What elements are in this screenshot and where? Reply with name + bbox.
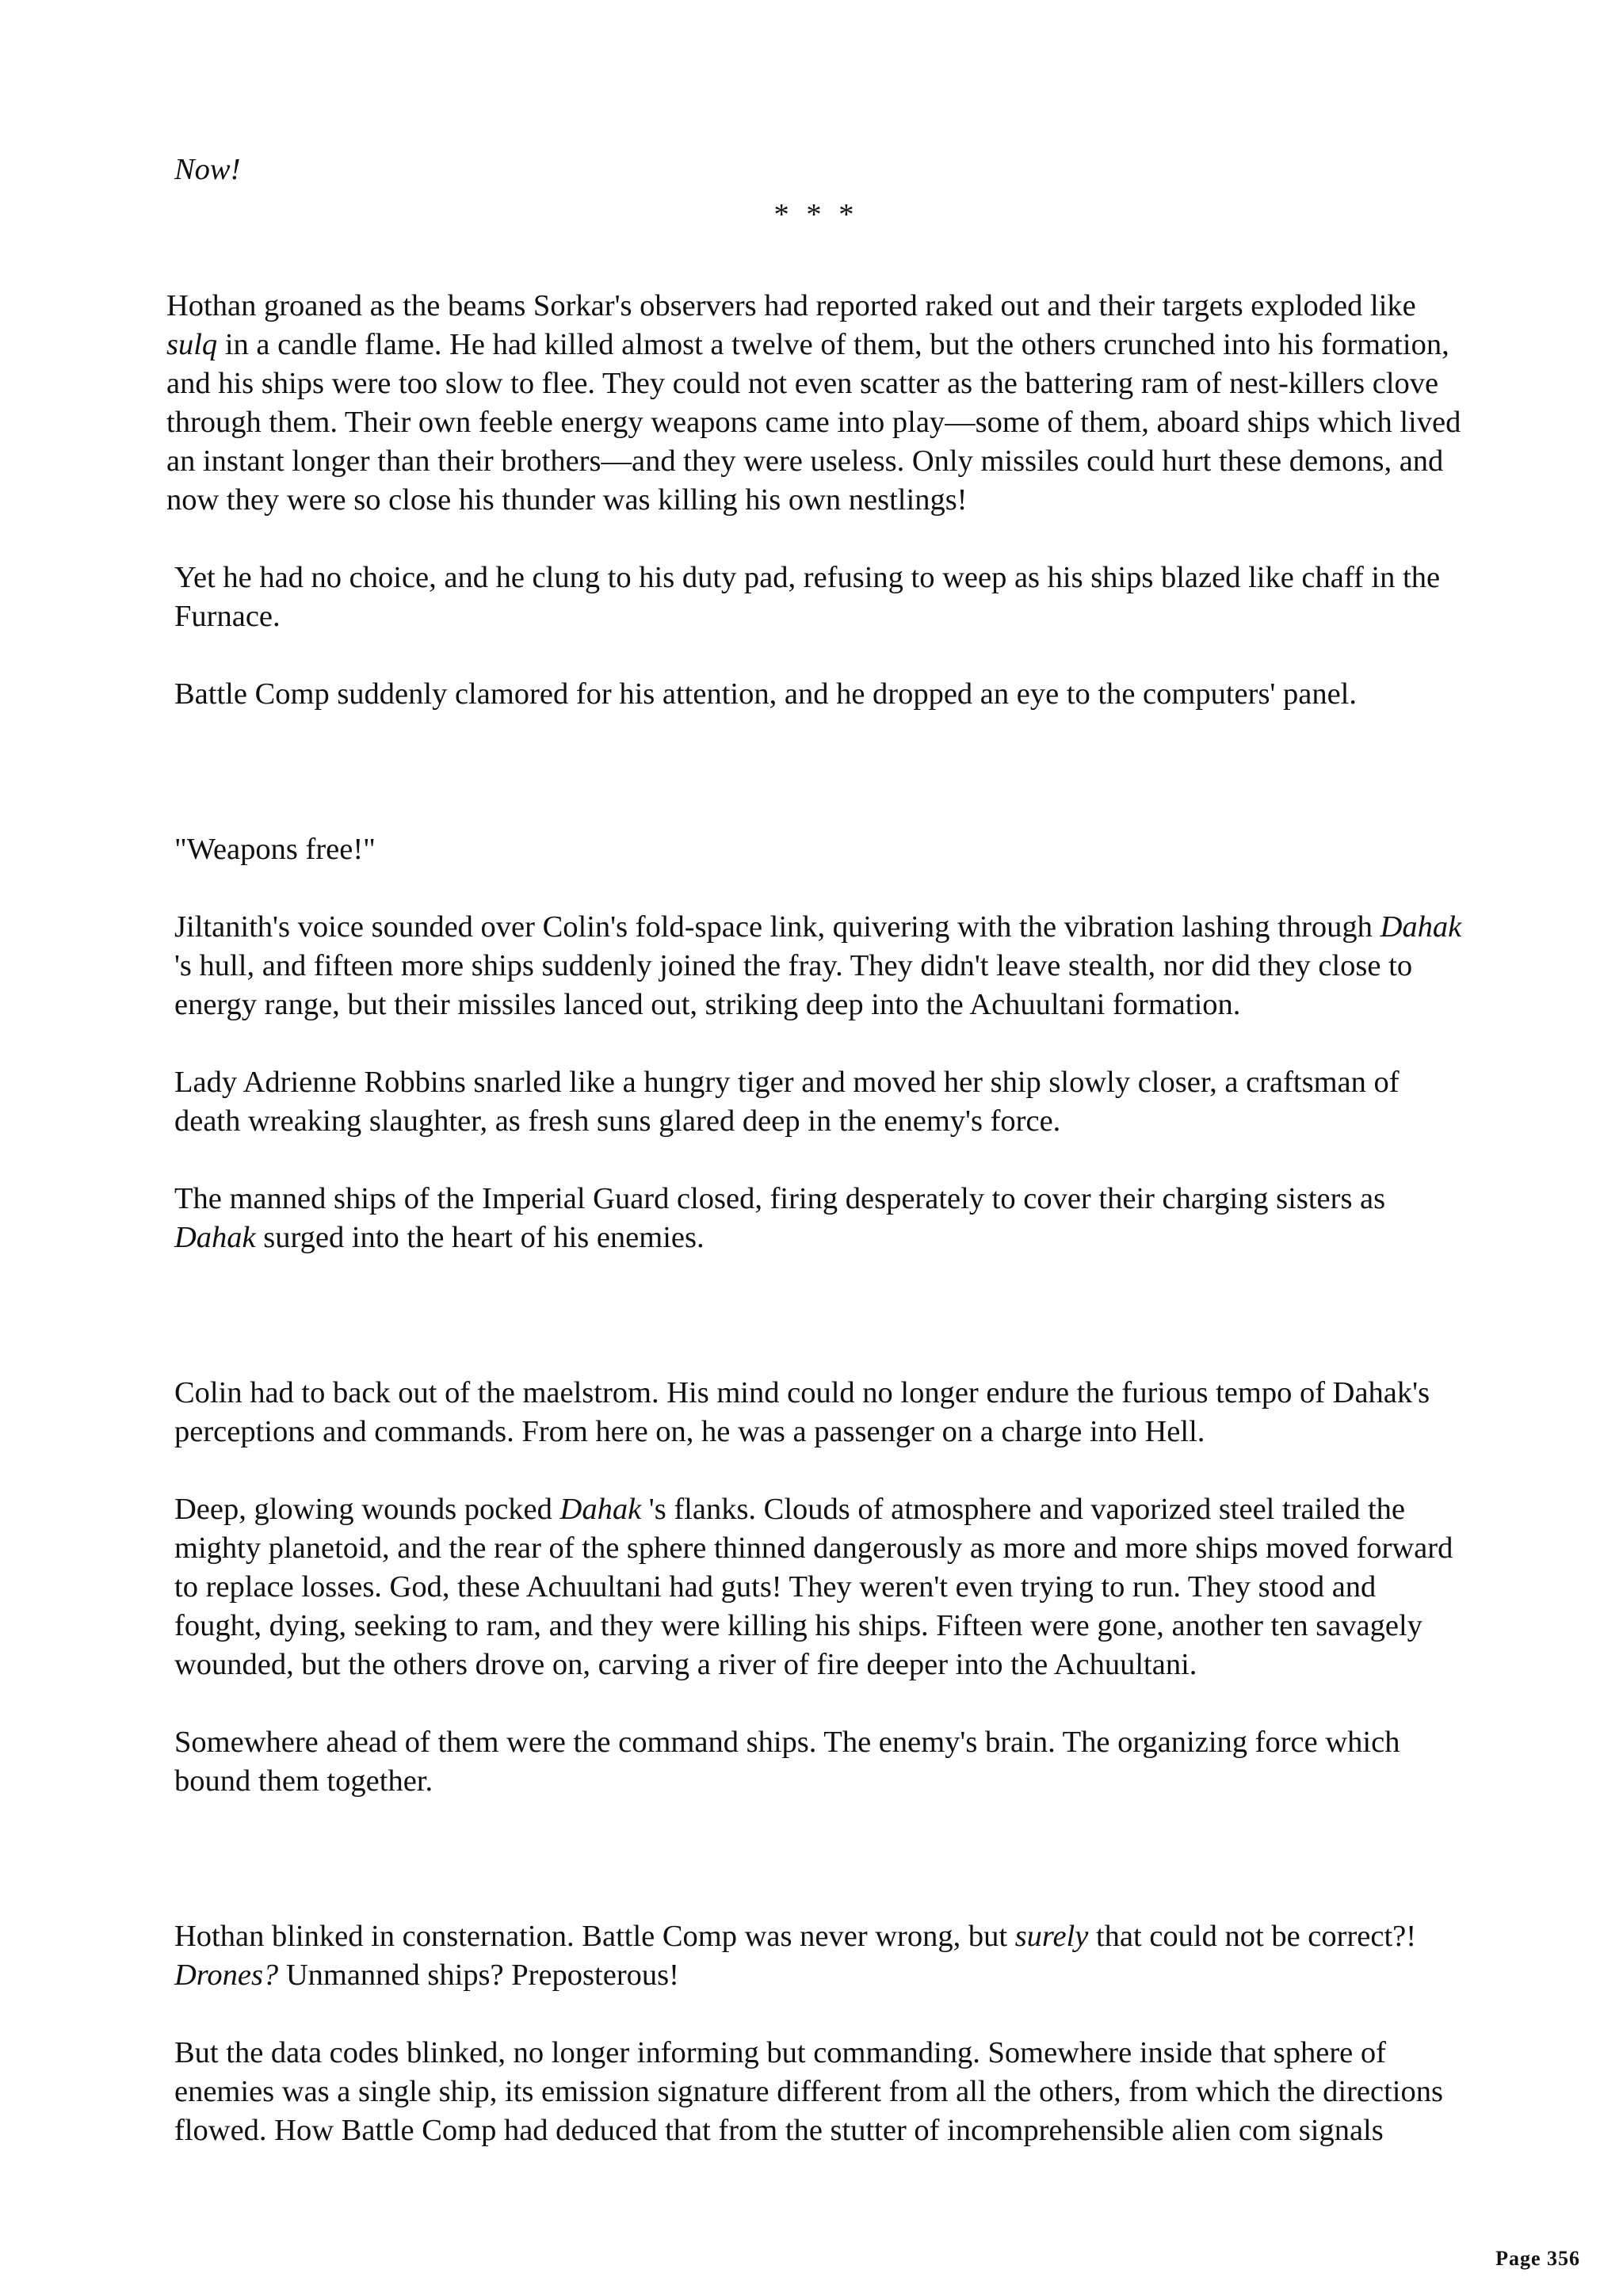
spacer — [166, 1141, 1466, 1180]
paragraph-4: "Weapons free!" — [174, 833, 376, 866]
opening-line-text: Now! — [174, 153, 241, 186]
spacer — [166, 714, 1466, 830]
italic-word: Dahak — [559, 1493, 642, 1526]
scene-break: * * * — [773, 198, 859, 231]
paragraph-3: Battle Comp suddenly clamored for his attention, and he dropped an eye to the computers' panel. — [174, 677, 1357, 711]
spacer — [166, 869, 1466, 908]
spacer — [166, 636, 1466, 675]
italic-word: surely — [1014, 1920, 1089, 1953]
spacer — [166, 1024, 1466, 1063]
page-number: Page 356 — [1495, 2247, 1580, 2270]
spacer — [166, 235, 1466, 287]
spacer — [166, 1451, 1466, 1490]
italic-word: sulq — [166, 328, 218, 361]
paragraph-5: Jiltanith's voice sounded over Colin's fold-space link, quivering with the vibration lashing through Dahak 's hull, and fifteen more ships suddenly joined the fray. They didn't leave stealth, nor did they close to energy range, but their missiles lanced out, striking deep into the Achuultani formation. — [174, 910, 1462, 1021]
paragraph-1: Hothan groaned as the beams Sorkar's observers had reported raked out and their targets exploded like sulq in a candle flame. He had killed almost a twelve of them, but the others crunched into his formation, and his ships were too slow to flee. They could not even scatter as the battering ram of nest-killers clove through them. Their own feeble energy weapons came into play—some of them, aboard ships which lived an instant longer than their brothers—and they were useless. Only missiles could hurt these demons, and now they were so close his thunder was killing his own nestlings! — [166, 289, 1461, 517]
paragraph-8: Colin had to back out of the maelstrom. His mind could no longer endure the furious tempo of Dahak's perceptions and commands. From here on, he was a passenger on a charge into Hell. — [174, 1376, 1430, 1448]
spacer — [166, 1995, 1466, 2034]
paragraph-10: Somewhere ahead of them were the command ships. The enemy's brain. The organizing force which bound them together. — [174, 1726, 1400, 1798]
spacer — [166, 1684, 1466, 1723]
spacer — [166, 1257, 1466, 1374]
paragraph-6: Lady Adrienne Robbins snarled like a hungry tiger and moved her ship slowly closer, a craftsman of death wreaking slaughter, as fresh suns glared deep in the enemy's force. — [174, 1066, 1400, 1138]
page-body — [166, 151, 1466, 2150]
paragraph-11: Hothan blinked in consternation. Battle Comp was never wrong, but surely that could not be correct?! Drones? Unmanned ships? Preposterous! — [174, 1920, 1417, 1992]
italic-word: Dahak — [174, 1221, 256, 1254]
paragraph-12: But the data codes blinked, no longer informing but commanding. Somewhere inside that sphere of enemies was a single ship, its emission signature different from all the others, from which the directions flowed. How Battle Comp had deduced that from the stutter of incomprehensible alien com signals — [174, 2036, 1443, 2147]
spacer — [166, 1801, 1466, 1917]
paragraph-9: Deep, glowing wounds pocked Dahak 's flanks. Clouds of atmosphere and vaporized steel trailed the mighty planetoid, and the rear of the sphere thinned dangerously as more and more ships moved forward to replace losses. God, these Achuultani had guts! They weren't even trying to run. They stood and fought, dying, seeking to ram, and they were killing his ships. Fifteen were gone, another ten savagely wounded, but the others drove on, carving a river of fire deeper into the Achuultani. — [174, 1493, 1453, 1681]
italic-word: Drones? — [174, 1958, 279, 1992]
opening-line — [166, 151, 1466, 189]
paragraph-2: Yet he had no choice, and he clung to his duty pad, refusing to weep as his ships blazed like chaff in the Furnace. — [174, 561, 1441, 633]
spacer — [166, 520, 1466, 559]
italic-word: Dahak — [1380, 910, 1462, 944]
paragraph-7: The manned ships of the Imperial Guard closed, firing desperately to cover their charging sisters as Dahak surged into the heart of his enemies. — [174, 1182, 1386, 1254]
